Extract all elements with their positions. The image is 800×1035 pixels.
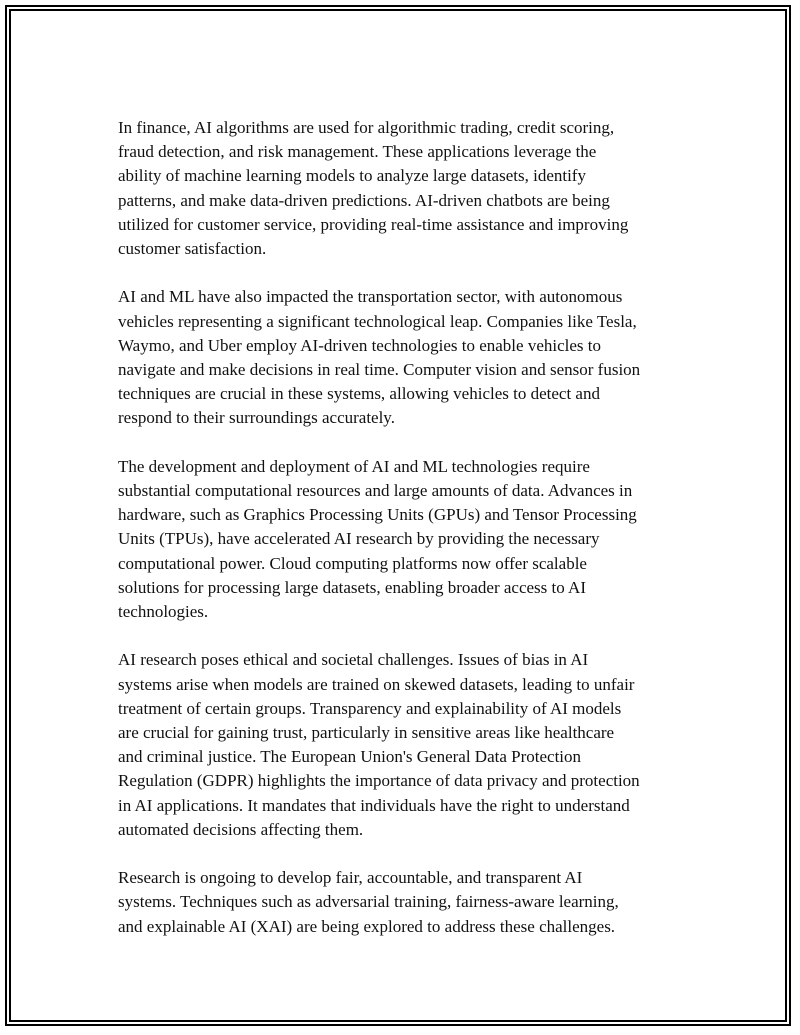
paragraph-computational-resources: The development and deployment of AI and ML technologies require substantial computational resources and large amounts of data. Advances in hardware, such as Graphics Processing Units (GPUs) and Tensor Processing Units (TPUs), have accelerated AI research by providing the necessary computational power. Cloud computing platforms now offer scalable solutions for processing large datasets, enabling broader access to AI technologies. <box>118 456 637 622</box>
paragraph-ongoing-research: Research is ongoing to develop fair, accountable, and transparent AI systems. Techniques such as adversarial training, fairness-aware learning, and explainable AI (XAI) are being explored to address these challenges. <box>118 868 619 936</box>
paragraph-finance: In finance, AI algorithms are used for algorithmic trading, credit scoring, fraud detection, and risk management. These applications leverage the ability of machine learning models to analyze large datasets, identify patterns, and make data-driven predictions. AI-driven chatbots are being utilized for customer service, providing real-time assistance and improving customer satisfaction. <box>118 118 629 259</box>
document-body <box>118 116 688 939</box>
paragraph-transportation: AI and ML have also impacted the transportation sector, with autonomous vehicles representing a significant technological leap. Companies like Tesla, Waymo, and Uber employ AI-driven technologies to enable vehicles to navigate and make decisions in real time. Computer vision and sensor fusion techniques are crucial in these systems, allowing vehicles to detect and respond to their surroundings accurately. <box>118 287 641 428</box>
paragraph-ethical-challenges: AI research poses ethical and societal challenges. Issues of bias in AI systems arise when models are trained on skewed datasets, leading to unfair treatment of certain groups. Transparency and explainability of AI models are crucial for gaining trust, particularly in sensitive areas like healthcare and criminal justice. The European Union's General Data Protection Regulation (GDPR) highlights the importance of data privacy and protection in AI applications. It mandates that individuals have the right to understand automated decisions affecting them. <box>118 650 640 839</box>
